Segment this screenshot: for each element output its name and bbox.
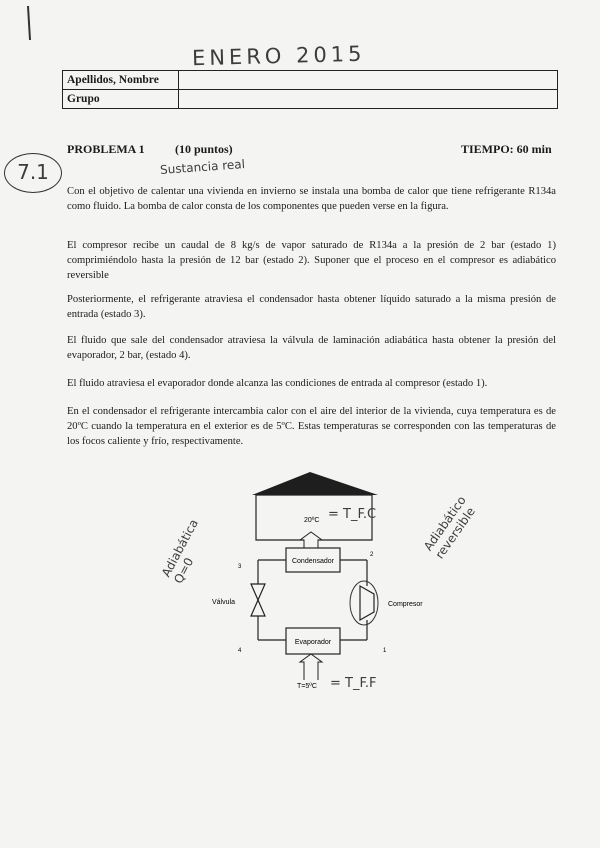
name-field[interactable] — [179, 71, 558, 90]
condenser-label: Condensador — [291, 558, 335, 565]
state-4-label: 4 — [238, 648, 242, 654]
compressor-symbol — [360, 586, 374, 620]
handwritten-date: ENERO 2015 — [191, 41, 366, 71]
compressor-label: Compresor — [388, 601, 423, 608]
time-limit: TIEMPO: 60 min — [461, 142, 552, 156]
paragraph-condenser: Posteriormente, el refrigerante atraviesa el condensador hasta obtener líquido saturado a la misma presión de entrada (estado 3). — [67, 294, 556, 320]
evaporator-label: Evaporador — [294, 639, 332, 646]
handwritten-note-cold-source: = T_F.F — [330, 676, 377, 691]
grade-value: 7.1 — [17, 160, 49, 184]
state-2-label: 2 — [370, 552, 374, 558]
problem-points: (10 puntos) — [175, 142, 233, 156]
group-field[interactable] — [179, 90, 558, 109]
house-temperature: 20ºC — [304, 517, 320, 524]
paragraph-valve: El fluido que sale del condensador atraviesa la válvula de laminación adiabática hasta obtener la presión del evaporador, 2 bar, (estado 4). — [67, 335, 556, 361]
problem-title: PROBLEMA 1 — [67, 142, 145, 156]
house-roof — [252, 472, 378, 495]
paragraph-intro: Con el objetivo de calentar una vivienda en invierno se instala una bomba de calor que tiene refrigerante R134a como fluido. La bomba de calor consta de los componentes que pueden verse en la figura. — [67, 186, 556, 212]
name-label: Apellidos, Nombre — [63, 71, 179, 90]
paragraph-compressor: El compresor recibe un caudal de 8 kg/s de vapor saturado de R134a a la presión de 2 bar (estado 1) comprimiéndolo hasta la presión de 12 bar (estado 2). Suponer que el proceso en el compresor es adiabático reversible — [67, 240, 556, 281]
valve-label: Válvula — [212, 599, 235, 606]
handwritten-note-hot-source: = T_F.C — [328, 507, 377, 522]
handwritten-note-valve: Adiabática Q=0 — [158, 516, 201, 586]
margin-mark — [0, 0, 60, 70]
handwritten-note-real-substance: Sustancia real — [159, 157, 246, 177]
grade-mark — [4, 153, 62, 193]
student-info-table — [62, 70, 558, 109]
state-1-label: 1 — [383, 648, 387, 654]
paragraph-evaporator: El fluido atraviesa el evaporador donde alcanza las condiciones de entrada al compresor (estado 1). — [67, 378, 488, 389]
group-label: Grupo — [63, 90, 179, 109]
paragraph-temperatures: En el condensador el refrigerante intercambia calor con el aire del interior de la vivienda, cuya temperatura es de 20ºC cuando la temperatura en el exterior es de 5ºC. Estas temperaturas se corresponden con las temperaturas de los focos caliente y frío, respectivamente. — [67, 406, 556, 447]
valve-symbol — [251, 584, 265, 600]
handwritten-note-compressor: Adiabático reversible — [421, 493, 479, 562]
outside-temperature: T=5ºC — [297, 683, 317, 690]
state-3-label: 3 — [238, 564, 242, 570]
heat-pump-diagram — [0, 460, 600, 720]
